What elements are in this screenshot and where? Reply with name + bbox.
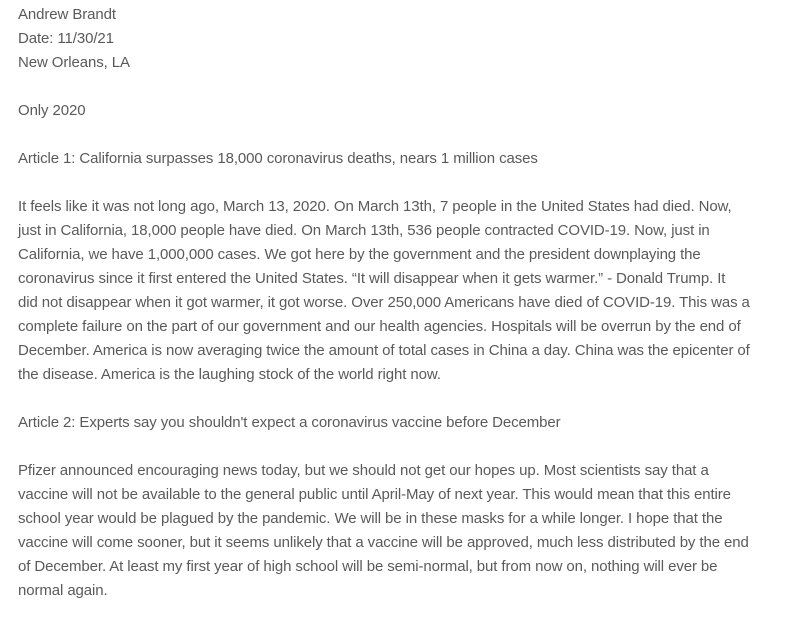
article-1-line: California, we have 1,000,000 cases. We got here by the government and the president downplaying the (18, 246, 701, 263)
article-1-line: December. America is now averaging twice the amount of total cases in China a day. China was the epicenter of (18, 342, 750, 359)
article-2-line: vaccine will not be available to the general public until April-May of next year. This would mean that this entire (18, 486, 731, 503)
article-2-line: vaccine will come sooner, but it seems unlikely that a vaccine will be approved, much less distributed by the end (18, 534, 749, 551)
document-date: Date: 11/30/21 (18, 30, 114, 47)
article-1-line: complete failure on the part of our government and our health agencies. Hospitals will be overrun by the end of (18, 318, 741, 335)
article-2-line: of December. At least my first year of high school will be semi-normal, but from now on, nothing will ever be (18, 558, 718, 575)
article-2-line: Pfizer announced encouraging news today, but we should not get our hopes up. Most scientists say that a (18, 462, 709, 479)
article-1-line: It feels like it was not long ago, March 13, 2020. On March 13th, 7 people in the United States had died. Now, (18, 198, 732, 215)
article-2-line: school year would be plagued by the pandemic. We will be in these masks for a while longer. I hope that the (18, 510, 723, 527)
article-1-line: coronavirus since it first entered the United States. “It will disappear when it gets warmer.” - Donald Trump. It (18, 270, 726, 287)
article-1-line: the disease. America is the laughing stock of the world right now. (18, 366, 441, 383)
document (18, 3, 798, 627)
document-header (18, 3, 798, 75)
article-1-line: just in California, 18,000 people have died. On March 13th, 536 people contracted COVID-19. Now, just in (18, 222, 710, 239)
article-1-body (18, 195, 798, 387)
location: New Orleans, LA (18, 54, 130, 71)
document-title: Only 2020 (18, 102, 86, 119)
article-2-line: normal again. (18, 582, 108, 599)
article-2-heading: Article 2: Experts say you shouldn't expect a coronavirus vaccine before December (18, 414, 561, 431)
author-name: Andrew Brandt (18, 6, 116, 23)
article-1-line: did not disappear when it got warmer, it got worse. Over 250,000 Americans have died of COVID-19. This was a (18, 294, 750, 311)
article-1-heading: Article 1: California surpasses 18,000 coronavirus deaths, nears 1 million cases (18, 150, 538, 167)
article-2-body (18, 459, 798, 603)
